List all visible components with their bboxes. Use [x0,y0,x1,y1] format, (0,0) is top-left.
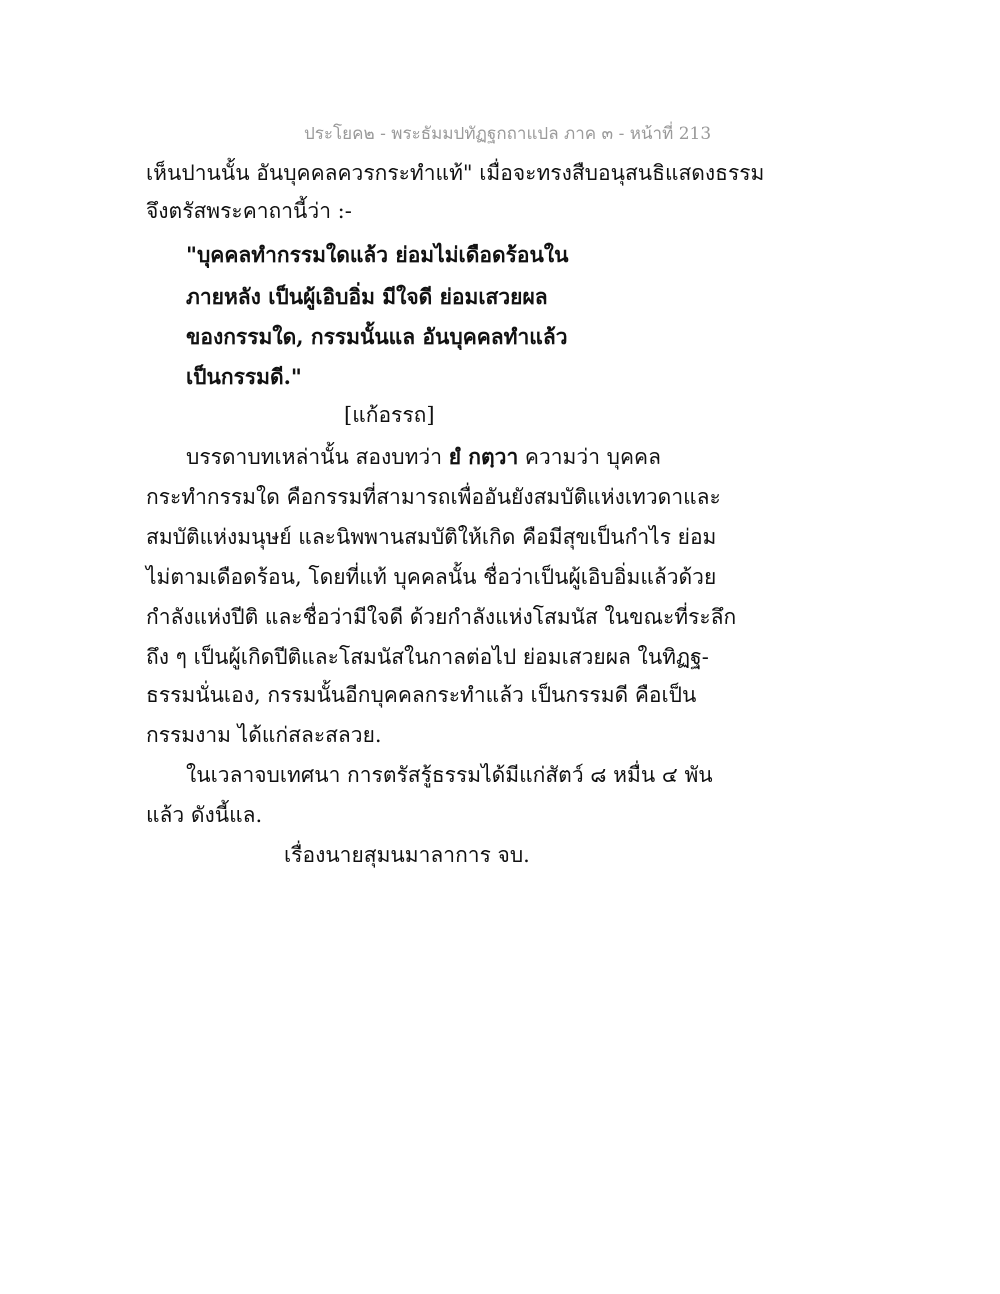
commentary-line-4: ไม่ตามเดือดร้อน, โดยที่แท้ บุคคลนั้น ชื่อว่าเป็นผู้เอิบอิ่มแล้วด้วย [146,565,717,589]
verse-line-2: ภายหลัง เป็นผู้เอิบอิ่ม มีใจดี ย่อมเสวยผล [186,284,548,309]
commentary-line-6: ถึง ๆ เป็นผู้เกิดปีติและโสมนัสในกาลต่อไป ย่อมเสวยผล ในทิฏฐ- [146,645,709,669]
section-heading: [แก้อรรถ] [344,403,435,427]
verse-line-3: ของกรรมใด, กรรมนั้นแล อันบุคคลทำแล้ว [186,324,568,349]
commentary-line-1-post: ความว่า บุคคล [518,445,661,469]
page-header: ประโยค๒ - พระธัมมปทัฏฐกถาแปล ภาค ๓ - หน้าที่ 213 [304,124,712,144]
conclusion-line-1: ในเวลาจบเทศนา การตรัสรู้ธรรมได้มีแก่สัตว์ ๘ หมื่น ๔ พัน [186,763,713,787]
intro-line-2: จึงตรัสพระคาถานี้ว่า :- [146,199,352,223]
commentary-line-1-pre: บรรดาบทเหล่านั้น สองบทว่า [186,445,449,469]
commentary-line-3: สมบัติแห่งมนุษย์ และนิพพานสมบัติให้เกิด คือมีสุขเป็นกำไร ย่อม [146,525,717,549]
commentary-line-2: กระทำกรรมใด คือกรรมที่สามารถเพื่ออันยังสมบัติแห่งเทวดาและ [146,485,721,509]
verse-line-1: "บุคคลทำกรรมใดแล้ว ย่อมไม่เดือดร้อนใน [186,242,569,267]
commentary-line-1 [186,442,661,472]
commentary-line-8: กรรมงาม ได้แก่สละสลวย. [146,723,382,747]
conclusion-line-2: แล้ว ดังนี้แล. [146,803,263,827]
commentary-line-7: ธรรมนั่นเอง, กรรมนั้นอีกบุคคลกระทำแล้ว เป็นกรรมดี คือเป็น [146,683,697,707]
story-end: เรื่องนายสุมนมาลาการ จบ. [284,843,530,867]
intro-line-1: เห็นปานนั้น อันบุคคลควรกระทำแท้" เมื่อจะทรงสืบอนุสนธิแสดงธรรม [146,161,765,185]
commentary-line-5: กำลังแห่งปีติ และชื่อว่ามีใจดี ด้วยกำลังแห่งโสมนัส ในขณะที่ระลึก [146,605,737,629]
verse-line-4: เป็นกรรมดี." [186,364,302,389]
pali-term: ยํ กตฺวา [448,444,519,469]
